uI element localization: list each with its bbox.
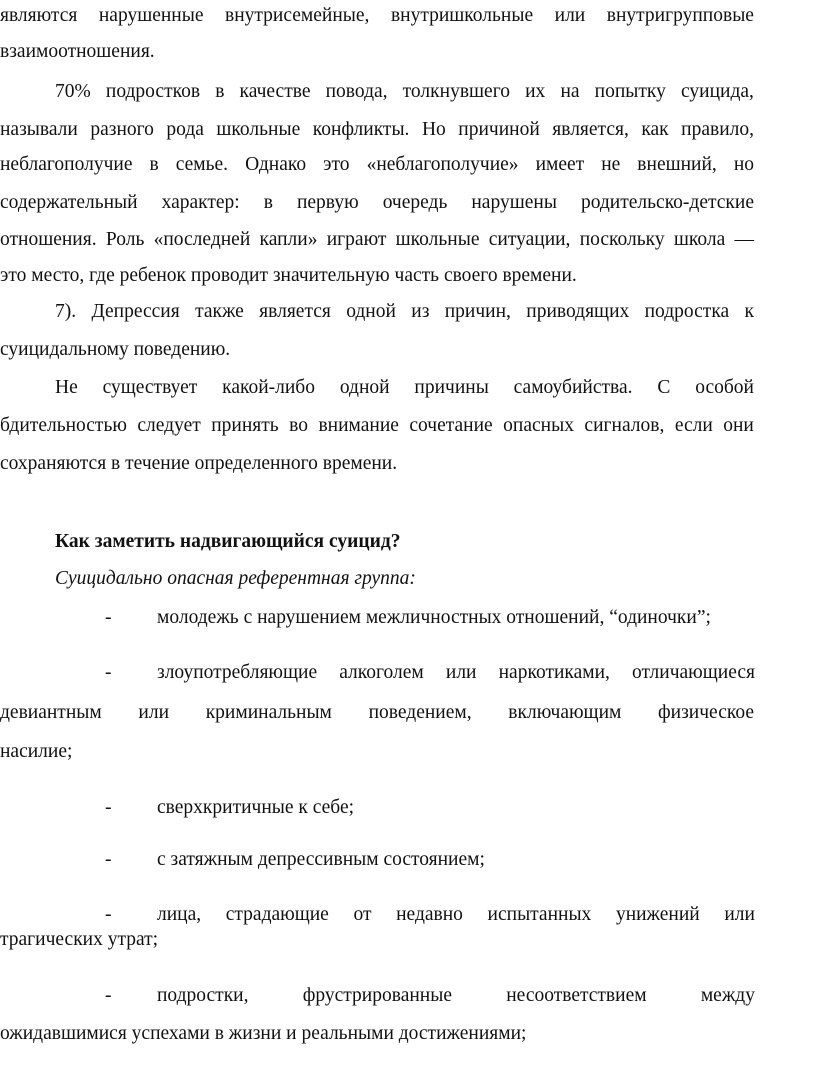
word: испытанных: [487, 904, 592, 925]
word: или: [138, 702, 170, 723]
list-item-5-line-1: [157, 903, 755, 927]
word: поскольку: [579, 229, 665, 250]
list-item-2-line-3: насилие;: [0, 741, 73, 762]
word: Не: [55, 377, 78, 398]
word: подростков: [105, 81, 201, 102]
word: между: [700, 985, 755, 1006]
word: школьные: [395, 229, 480, 250]
list-item-2-line-2: [0, 701, 754, 725]
paragraph-3-line-2: суицидальному поведению.: [0, 339, 231, 360]
list-dash: -: [105, 797, 112, 818]
list-dash: -: [105, 662, 112, 683]
word: сигналов,: [584, 415, 665, 436]
paragraph-2-line-1: [55, 80, 754, 104]
word: характер:: [161, 192, 240, 213]
word: физическое: [658, 702, 754, 723]
word: толкнувшего: [402, 81, 510, 102]
word: включающим: [508, 702, 622, 723]
paragraph-1-line-2: взаимоотношения.: [0, 41, 155, 62]
word: особой: [695, 377, 754, 398]
list-item-6-line-2: ожидавшимися успехами в жизни и реальными достижениями;: [0, 1023, 527, 1044]
word: из: [411, 301, 430, 322]
list-item-5-line-2: трагических утрат;: [0, 929, 159, 950]
word: к: [744, 301, 754, 322]
word: недавно: [396, 904, 463, 925]
list-item-2-line-1: [157, 661, 755, 685]
word: Роль: [105, 229, 145, 250]
word: или: [724, 904, 755, 925]
word: нарушенные: [98, 5, 204, 26]
list-dash: -: [105, 985, 112, 1006]
paragraph-4-line-2: [0, 414, 754, 438]
word: причины: [414, 377, 489, 398]
word: отношения.: [0, 229, 97, 250]
word: играют: [326, 229, 387, 250]
word: на: [560, 81, 580, 102]
word: «последней: [153, 229, 251, 250]
list-item-4-line-1: с затяжным депрессивным состоянием;: [157, 849, 485, 870]
word: качестве: [239, 81, 311, 102]
list-dash: -: [105, 607, 112, 628]
word: от: [353, 904, 372, 925]
word: несоответствием: [506, 985, 647, 1006]
word: фрустрированные: [302, 985, 452, 1006]
paragraph-3-line-1: [55, 300, 754, 324]
word: семье.: [175, 154, 229, 175]
word: 70%: [55, 81, 91, 102]
word: в: [215, 81, 225, 102]
word: правило,: [681, 119, 754, 140]
word: если: [674, 415, 713, 436]
word: нарушены: [471, 192, 557, 213]
word: 7).: [55, 301, 77, 322]
word: алкоголем: [339, 662, 424, 683]
word: повода,: [325, 81, 388, 102]
word: разного: [90, 119, 154, 140]
paragraph-2-line-3: [0, 153, 754, 177]
section-heading: Как заметить надвигающийся суицид?: [55, 531, 401, 552]
word: какой-либо: [222, 377, 315, 398]
word: их: [525, 81, 546, 102]
word: С: [657, 377, 671, 398]
paragraph-1-line-1: [0, 4, 754, 28]
word: содержательный: [0, 192, 138, 213]
word: они: [723, 415, 754, 436]
word: отличающиеся: [632, 662, 755, 683]
section-subheading: Суицидально опасная референтная группа:: [55, 568, 416, 589]
word: в: [149, 154, 159, 175]
word: называли: [0, 119, 78, 140]
word: Депрессия: [91, 301, 180, 322]
word: ситуации,: [488, 229, 571, 250]
list-item-1-line-1: молодежь с нарушением межличностных отношений, “одиночки”;: [157, 607, 711, 628]
word: первую: [296, 192, 359, 213]
paragraph-4-line-1: [55, 376, 754, 400]
paragraph-2-line-2: [0, 118, 754, 142]
word: или: [554, 5, 586, 26]
list-item-3-line-1: сверхкритичные к себе;: [157, 797, 355, 818]
word: лица,: [157, 904, 202, 925]
word: злоупотребляющие: [157, 662, 318, 683]
word: конфликты.: [312, 119, 410, 140]
word: внутрисемейные,: [225, 5, 370, 26]
word: приводящих: [526, 301, 630, 322]
word: рода: [166, 119, 204, 140]
word: страдающие: [225, 904, 329, 925]
word: школа: [673, 229, 726, 250]
word: является,: [552, 119, 629, 140]
word: в: [263, 192, 273, 213]
word: Но: [421, 119, 446, 140]
list-dash: -: [105, 849, 112, 870]
word: капли»: [259, 229, 318, 250]
word: внешний,: [637, 154, 717, 175]
word: очередь: [382, 192, 448, 213]
word: как: [641, 119, 669, 140]
word: внимание: [318, 415, 399, 436]
list-item-6-line-1: [157, 984, 755, 1008]
word: одной: [339, 377, 390, 398]
word: внутригрупповые: [606, 5, 754, 26]
word: школьные: [216, 119, 301, 140]
word: являются: [0, 5, 78, 26]
word: существует: [102, 377, 198, 398]
word: является: [259, 301, 331, 322]
word: опасных: [503, 415, 574, 436]
word: наркотиками,: [498, 662, 610, 683]
word: —: [734, 229, 754, 250]
word: родительско-детские: [580, 192, 754, 213]
word: причиной: [458, 119, 540, 140]
word: криминальным: [205, 702, 332, 723]
paragraph-2-line-6: это место, где ребенок проводит значительную часть своего времени.: [0, 265, 577, 286]
word: не: [601, 154, 621, 175]
word: также: [195, 301, 244, 322]
word: или: [445, 662, 477, 683]
word: это: [323, 154, 350, 175]
list-dash: -: [105, 904, 112, 925]
word: подростка: [644, 301, 730, 322]
word: следует: [137, 415, 201, 436]
word: подростки,: [157, 985, 249, 1006]
word: причин,: [444, 301, 511, 322]
word: внутришкольные: [390, 5, 534, 26]
word: попытку: [594, 81, 666, 102]
word: но: [733, 154, 754, 175]
word: бдительностью: [0, 415, 127, 436]
word: во: [289, 415, 308, 436]
paragraph-4-line-3: сохраняются в течение определенного времени.: [0, 453, 398, 474]
paragraph-2-line-4: [0, 191, 754, 215]
word: суицида,: [681, 81, 754, 102]
word: «неблагополучие»: [366, 154, 519, 175]
word: принять: [211, 415, 279, 436]
word: одной: [346, 301, 396, 322]
word: самоубийства.: [513, 377, 633, 398]
word: девиантным: [0, 702, 102, 723]
word: неблагополучие: [0, 154, 133, 175]
word: поведением,: [368, 702, 472, 723]
word: сочетание: [409, 415, 493, 436]
word: унижений: [615, 904, 700, 925]
word: имеет: [535, 154, 585, 175]
word: Однако: [245, 154, 307, 175]
paragraph-2-line-5: [0, 228, 754, 252]
